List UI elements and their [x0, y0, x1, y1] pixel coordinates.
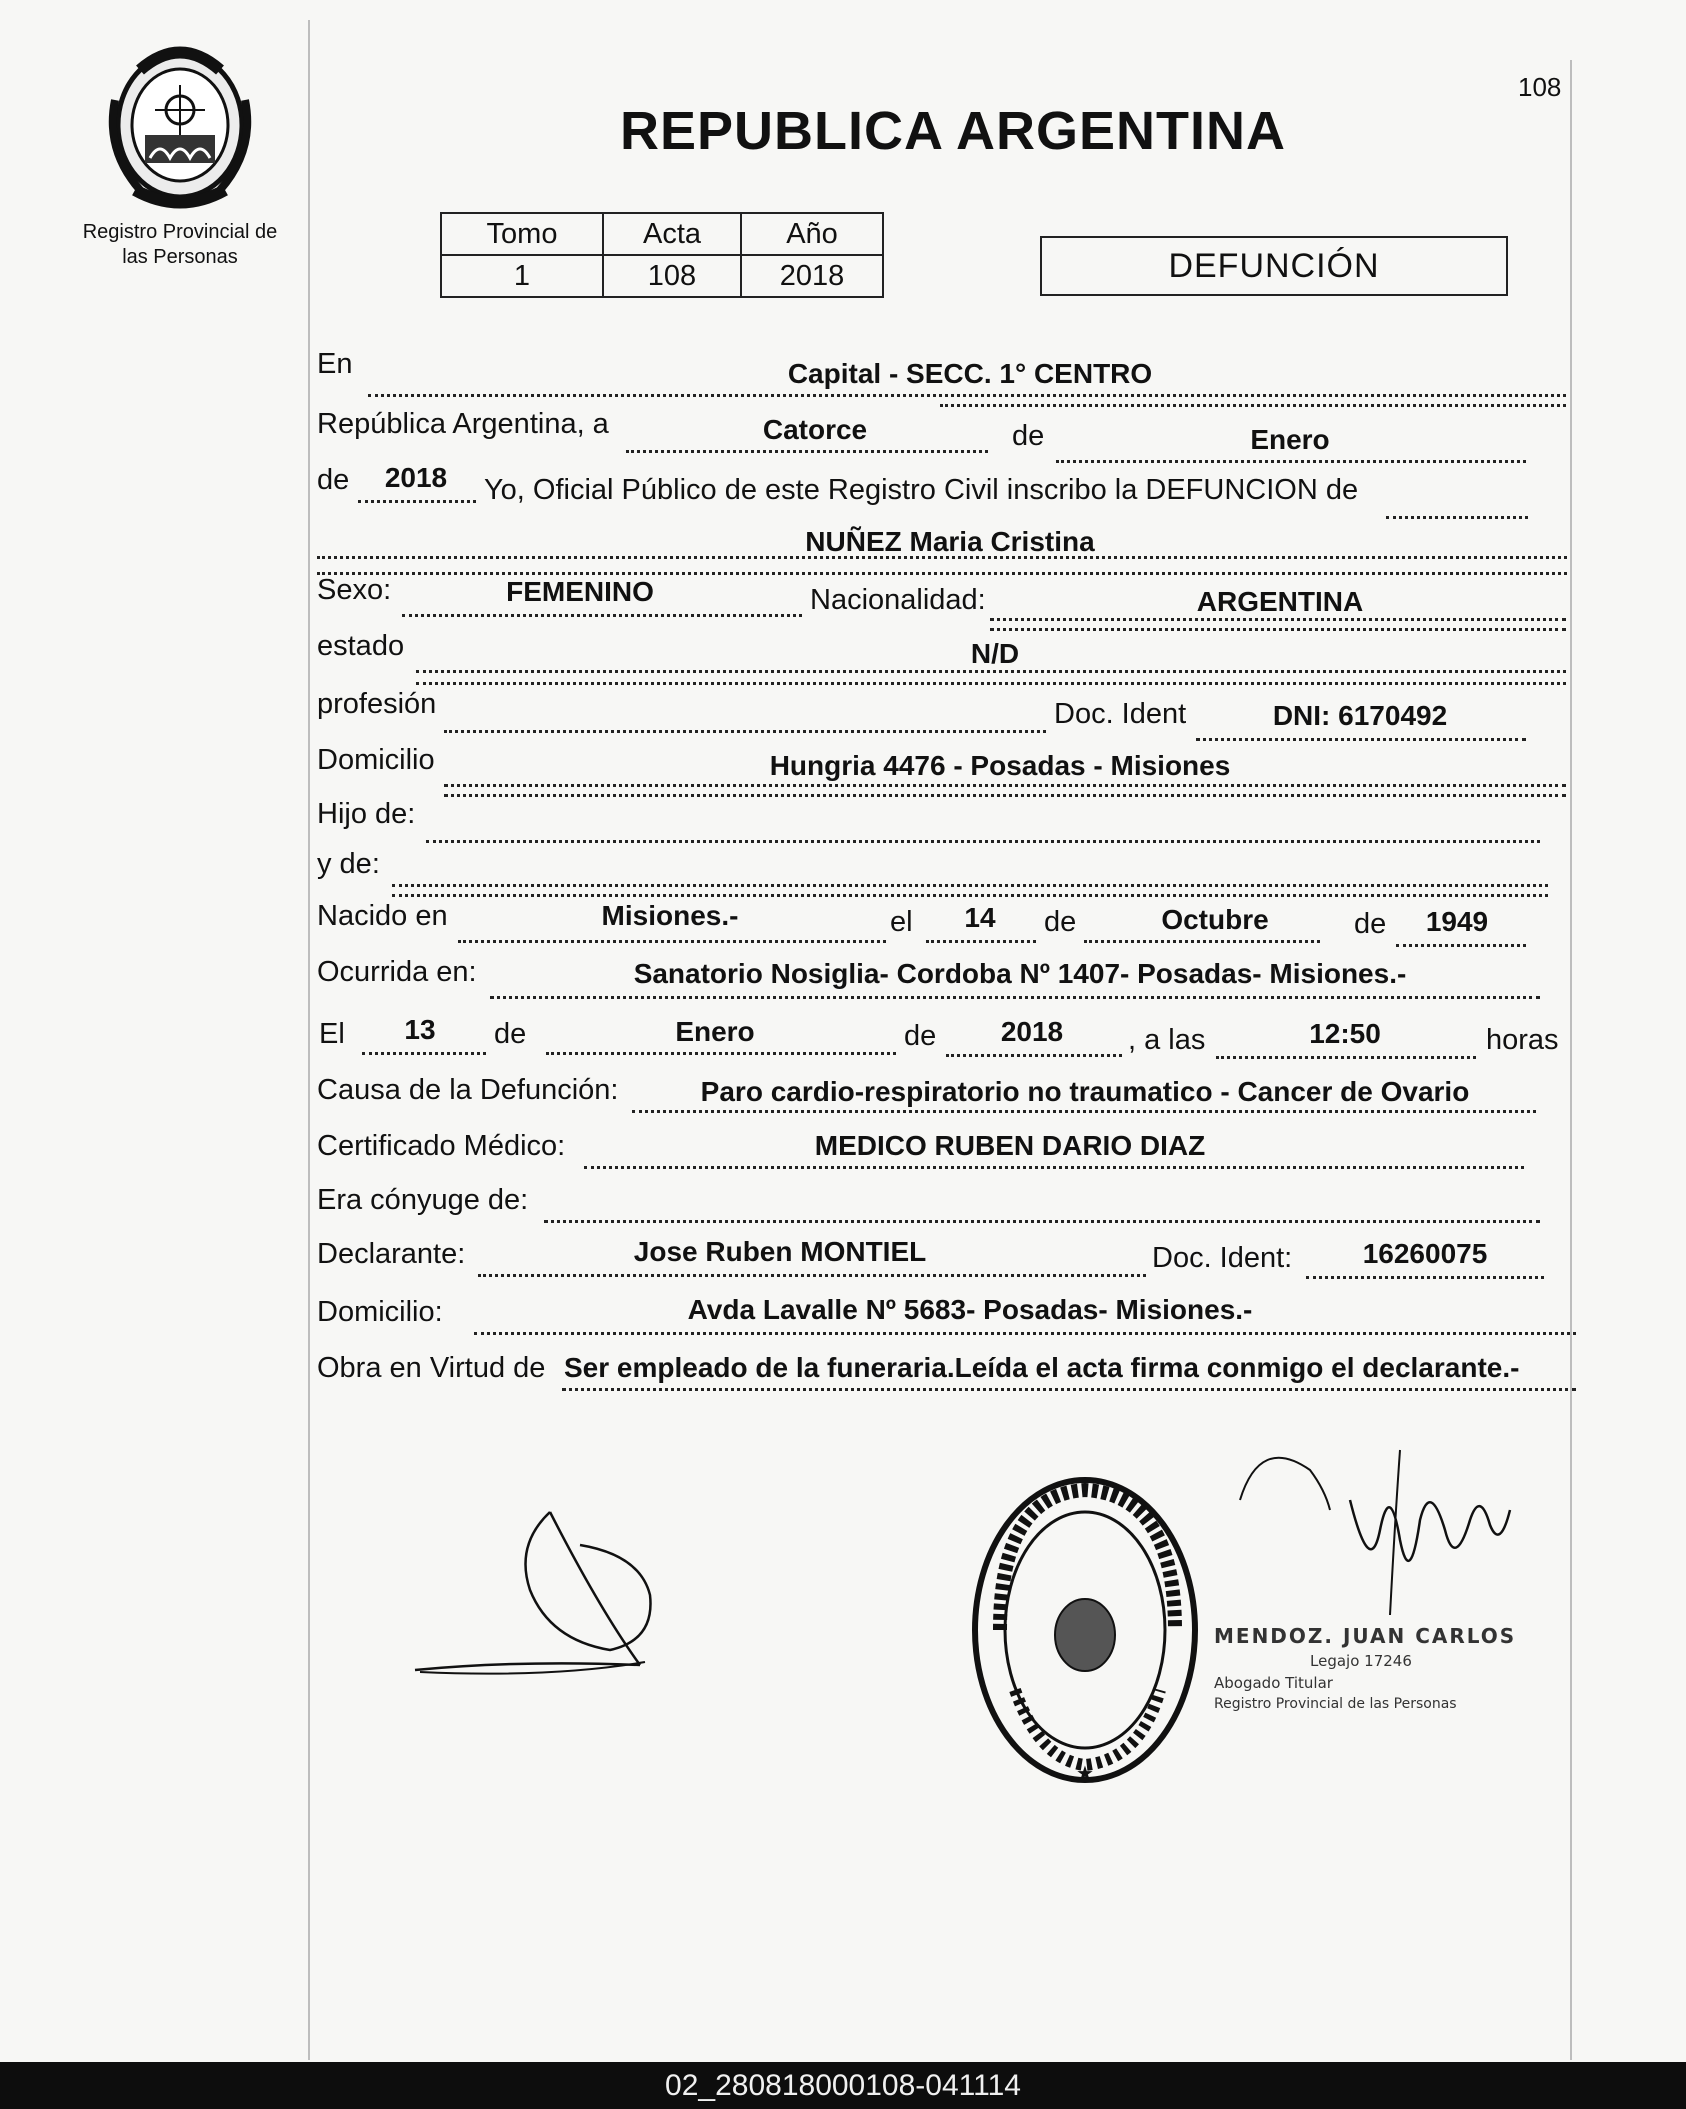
certificado-label: Certificado Médico:	[317, 1130, 566, 1162]
certificado-value: MEDICO RUBEN DARIO DIAZ	[814, 1130, 1206, 1161]
table-value-anio: 2018	[741, 255, 883, 297]
death-month-line	[546, 1052, 896, 1055]
el2-label: El	[319, 1018, 345, 1050]
death-time: 12:50	[1309, 1018, 1381, 1049]
domicilio-label: Domicilio	[317, 744, 435, 776]
day-word: Catorce	[762, 414, 868, 445]
y-de-line	[392, 884, 1548, 887]
declarante-line	[478, 1274, 1146, 1277]
profesion-label: profesión	[317, 688, 437, 720]
doc-ident-line	[1196, 738, 1526, 741]
year-line	[358, 500, 476, 503]
misiones-coat-of-arms-logo	[100, 40, 270, 210]
sexo-label: Sexo:	[317, 574, 392, 606]
estado-value: N/D	[970, 638, 1020, 669]
birth-day: 14	[964, 902, 996, 933]
registry-name: Registro Provincial de las Personas	[82, 221, 278, 268]
death-year-line	[946, 1054, 1122, 1057]
table-header-tomo: Tomo	[441, 213, 603, 255]
obra-value: Ser empleado de la funeraria.Leída el acta firma conmigo el declarante.-	[564, 1352, 1520, 1383]
deceased-name: NUÑEZ Maria Cristina	[805, 526, 1095, 557]
official-signature	[1230, 1440, 1550, 1620]
birth-year-line	[1396, 944, 1526, 947]
document-title: REPUBLICA ARGENTINA	[620, 101, 1286, 161]
yo-text: Yo, Oficial Público de este Registro Civil inscribo la DEFUNCION de	[484, 474, 1359, 506]
doc-ident2-value: 16260075	[1362, 1238, 1488, 1269]
de-label-5: de	[494, 1018, 527, 1050]
month-value: Enero	[1250, 424, 1330, 455]
sexo-value: FEMENINO	[506, 576, 654, 607]
left-margin-rule	[308, 20, 310, 2060]
domicilio2-label: Domicilio:	[317, 1296, 443, 1328]
page-number: 108	[1518, 72, 1562, 102]
el-label: el	[890, 906, 913, 938]
nacido-place: Misiones.-	[601, 900, 739, 931]
de-label-2: de	[317, 464, 350, 496]
table-header-acta: Acta	[603, 213, 741, 255]
registry-circular-stamp	[960, 1460, 1210, 1795]
hijo-de-line	[426, 840, 1540, 843]
footer-code: 02_280818000108-041114	[0, 2062, 1686, 2109]
nacido-line	[458, 940, 886, 943]
official-stamp-role: Abogado Titular	[1214, 1674, 1333, 1692]
profesion-line	[444, 730, 1046, 733]
sexo-line-2	[990, 628, 1566, 631]
yo-line	[1386, 516, 1528, 519]
en-value: Capital - SECC. 1° CENTRO	[787, 358, 1153, 389]
table-value-acta: 108	[603, 255, 741, 297]
table-header-anio: Año	[741, 213, 883, 255]
declarante-label: Declarante:	[317, 1238, 466, 1270]
en-line	[368, 394, 1566, 397]
year-value: 2018	[384, 462, 448, 493]
horas-label: horas	[1486, 1024, 1559, 1056]
day-line	[626, 450, 988, 453]
record-table	[440, 212, 884, 298]
ocurrida-line	[490, 996, 1540, 999]
name-line-2	[317, 572, 1567, 575]
death-day: 13	[404, 1014, 436, 1045]
official-stamp-name: MENDOZ. JUAN CARLOS	[1214, 1624, 1517, 1648]
domicilio2-value: Avda Lavalle Nº 5683- Posadas- Misiones.-	[687, 1294, 1253, 1325]
nacionalidad-label: Nacionalidad:	[810, 584, 986, 616]
domicilio-value: Hungria 4476 - Posadas - Misiones	[769, 750, 1231, 781]
nacido-label: Nacido en	[317, 900, 448, 932]
month-line	[1056, 460, 1526, 463]
doc-ident-value: DNI: 6170492	[1272, 700, 1448, 731]
en-label: En	[317, 348, 353, 380]
birth-day-line	[926, 940, 1036, 943]
death-year: 2018	[1000, 1016, 1064, 1047]
obra-label: Obra en Virtud de	[317, 1352, 546, 1384]
death-time-line	[1216, 1056, 1476, 1059]
causa-label: Causa de la Defunción:	[317, 1074, 619, 1106]
death-day-line	[362, 1052, 486, 1055]
domicilio-line	[444, 784, 1566, 787]
republica-label: República Argentina, a	[317, 408, 609, 440]
de-label-1: de	[1012, 420, 1045, 452]
official-stamp-legajo: Legajo 17246	[1310, 1652, 1412, 1670]
birth-month-line	[1084, 940, 1320, 943]
declarante-value: Jose Ruben MONTIEL	[633, 1236, 927, 1267]
obra-line	[562, 1388, 1576, 1391]
doc-ident-label: Doc. Ident	[1054, 698, 1187, 730]
de-label-3: de	[1044, 906, 1077, 938]
causa-value: Paro cardio-respiratorio no traumatico - Cancer de Ovario	[700, 1076, 1470, 1107]
doc-ident2-line	[1306, 1276, 1544, 1279]
estado-line	[416, 670, 1566, 673]
y-de-line-2	[392, 894, 1548, 897]
y-de-label: y de:	[317, 848, 380, 880]
nacionalidad-line	[990, 618, 1566, 621]
de-label-4: de	[1354, 908, 1387, 940]
death-month: Enero	[675, 1016, 755, 1047]
official-stamp-registry: Registro Provincial de las Personas	[1214, 1696, 1457, 1712]
ocurrida-value: Sanatorio Nosiglia- Cordoba Nº 1407- Posadas- Misiones.-	[633, 958, 1407, 989]
act-type-box: DEFUNCIÓN	[1040, 236, 1508, 296]
causa-line	[632, 1110, 1536, 1113]
doc-ident2-label: Doc. Ident:	[1152, 1242, 1293, 1274]
en-line-2	[940, 404, 1566, 407]
de-label-6: de	[904, 1020, 937, 1052]
official-stamp	[1214, 1624, 1574, 1712]
certificado-line	[584, 1166, 1524, 1169]
declarant-signature	[400, 1500, 680, 1700]
right-margin-rule	[1570, 60, 1572, 2060]
birth-year: 1949	[1425, 906, 1489, 937]
estado-label: estado	[317, 630, 405, 662]
birth-month: Octubre	[1161, 904, 1269, 935]
conyuge-label: Era cónyuge de:	[317, 1184, 529, 1216]
table-value-tomo: 1	[441, 255, 603, 297]
nacionalidad-value: ARGENTINA	[1196, 586, 1364, 617]
svg-text:★: ★	[1076, 1761, 1094, 1785]
domicilio2-line	[474, 1332, 1576, 1335]
conyuge-line	[544, 1220, 1540, 1223]
hijo-de-label: Hijo de:	[317, 798, 416, 830]
ocurrida-label: Ocurrida en:	[317, 956, 477, 988]
a-las-label: , a las	[1128, 1024, 1206, 1056]
estado-line-2	[416, 682, 1566, 685]
domicilio-line-2	[444, 794, 1566, 797]
sexo-line	[402, 614, 802, 617]
